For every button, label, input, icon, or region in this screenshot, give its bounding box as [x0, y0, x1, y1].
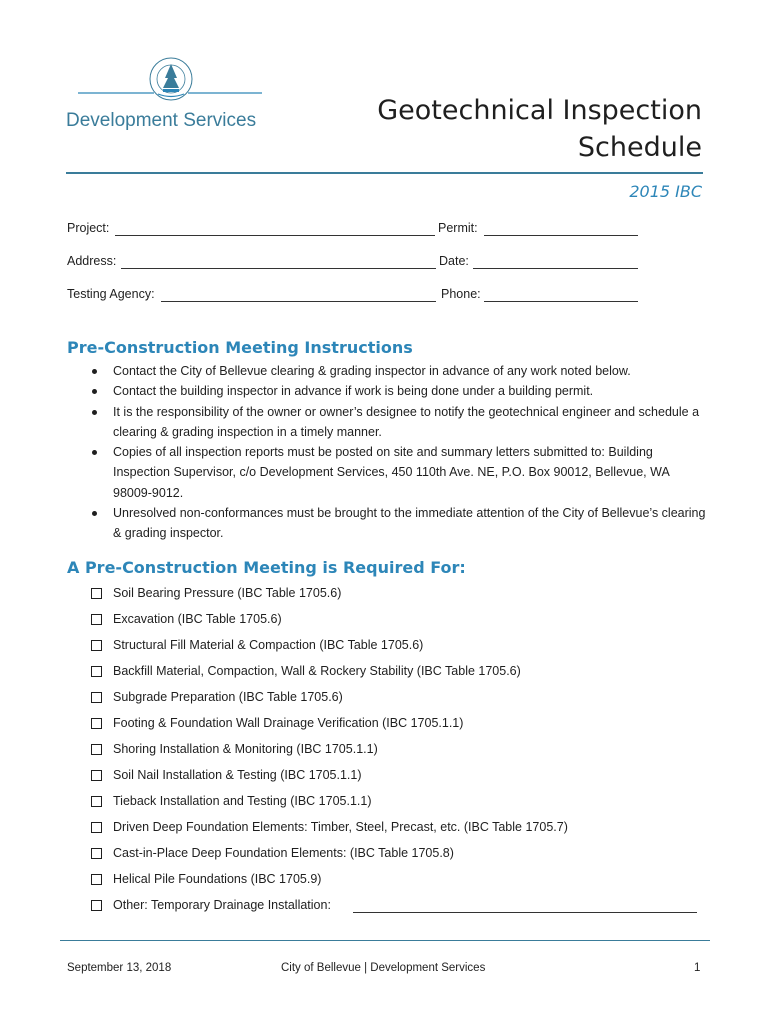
checkbox[interactable]	[91, 874, 102, 885]
page-title	[377, 92, 702, 166]
address-row	[67, 254, 642, 274]
testing-agency-field[interactable]	[161, 301, 436, 302]
checklist-label: Backfill Material, Compaction, Wall & Rockery Stability (IBC Table 1705.6)	[113, 664, 521, 678]
checkbox[interactable]	[91, 640, 102, 651]
footer-org: City of Bellevue | Development Services	[281, 962, 486, 974]
checkbox[interactable]	[91, 848, 102, 859]
checklist-label: Structural Fill Material & Compaction (IBC Table 1705.6)	[113, 638, 424, 652]
footer-divider	[60, 940, 710, 941]
checklist-item	[90, 846, 710, 872]
checklist-item	[90, 820, 710, 846]
checklist-item	[90, 664, 710, 690]
address-field[interactable]	[121, 268, 436, 269]
page-number: 1	[694, 962, 701, 974]
phone-field[interactable]	[484, 301, 638, 302]
project-row	[67, 221, 642, 241]
checkbox[interactable]	[91, 770, 102, 781]
city-seal-icon	[66, 52, 281, 112]
title-line-1: Geotechnical Inspection	[377, 95, 702, 126]
project-label: Project:	[67, 221, 110, 235]
date-field[interactable]	[473, 268, 638, 269]
checklist-label: Soil Nail Installation & Testing (IBC 1705.1.1)	[113, 768, 362, 782]
checklist-label: Soil Bearing Pressure (IBC Table 1705.6)	[113, 586, 342, 600]
checklist-label: Helical Pile Foundations (IBC 1705.9)	[113, 872, 322, 886]
checklist-label: Tieback Installation and Testing (IBC 1705.1.1)	[113, 794, 372, 808]
checklist-item-other	[90, 898, 710, 924]
checklist-item	[90, 794, 710, 820]
checklist-label: Cast-in-Place Deep Foundation Elements: (IBC Table 1705.8)	[113, 846, 454, 860]
checkbox[interactable]	[91, 900, 102, 911]
checkbox[interactable]	[91, 822, 102, 833]
checkbox[interactable]	[91, 718, 102, 729]
checklist-item	[90, 768, 710, 794]
date-label: Date:	[439, 254, 469, 268]
other-field[interactable]	[353, 912, 697, 913]
footer-date: September 13, 2018	[67, 962, 172, 974]
required-heading: A Pre-Construction Meeting is Required For:	[67, 558, 466, 577]
agency-row	[67, 287, 642, 307]
checkbox[interactable]	[91, 588, 102, 599]
list-item: Contact the building inspector in advance if work is being done under a building permit.	[67, 381, 707, 401]
address-label: Address:	[67, 254, 117, 268]
list-item: It is the responsibility of the owner or owner’s designee to notify the geotechnical engineer and schedule a clearing & grading inspection in a timely manner.	[67, 402, 707, 443]
list-item: Copies of all inspection reports must be posted on site and summary letters submitted to: Building Inspection Supervisor, c/o Development Services, 450 110th Ave. NE, P.O. Box 90012, Bellevue, WA 98009-9012.	[67, 442, 707, 503]
checkbox[interactable]	[91, 666, 102, 677]
checklist-label: Footing & Foundation Wall Drainage Verification (IBC 1705.1.1)	[113, 716, 464, 730]
instructions-list	[67, 361, 707, 544]
checklist-item	[90, 638, 710, 664]
checkbox[interactable]	[91, 796, 102, 807]
header-divider	[66, 172, 703, 174]
checklist-item	[90, 612, 710, 638]
checklist-item	[90, 742, 710, 768]
checkbox[interactable]	[91, 614, 102, 625]
checklist-item	[90, 586, 710, 612]
phone-label: Phone:	[441, 287, 481, 301]
org-name: Development Services	[66, 110, 257, 131]
checklist-label: Subgrade Preparation (IBC Table 1705.6)	[113, 690, 343, 704]
checklist-item	[90, 872, 710, 898]
project-field[interactable]	[115, 235, 435, 236]
checklist-label: Excavation (IBC Table 1705.6)	[113, 612, 282, 626]
checklist-label: Other: Temporary Drainage Installation:	[113, 898, 331, 912]
checklist-label: Driven Deep Foundation Elements: Timber, Steel, Precast, etc. (IBC Table 1705.7)	[113, 820, 568, 834]
checklist-item	[90, 716, 710, 742]
checkbox[interactable]	[91, 692, 102, 703]
checkbox[interactable]	[91, 744, 102, 755]
code-edition: 2015 IBC	[629, 182, 702, 201]
instructions-heading: Pre-Construction Meeting Instructions	[67, 338, 413, 357]
list-item: Unresolved non-conformances must be brought to the immediate attention of the City of Bellevue’s clearing & grading inspector.	[67, 503, 707, 544]
checklist-item	[90, 690, 710, 716]
required-checklist	[90, 586, 710, 924]
city-logo	[66, 52, 281, 136]
checklist-label: Shoring Installation & Monitoring (IBC 1705.1.1)	[113, 742, 378, 756]
list-item: Contact the City of Bellevue clearing & grading inspector in advance of any work noted below.	[67, 361, 707, 381]
permit-field[interactable]	[484, 235, 638, 236]
permit-label: Permit:	[438, 221, 478, 235]
title-line-2: Schedule	[577, 132, 702, 163]
testing-agency-label: Testing Agency:	[67, 287, 155, 301]
